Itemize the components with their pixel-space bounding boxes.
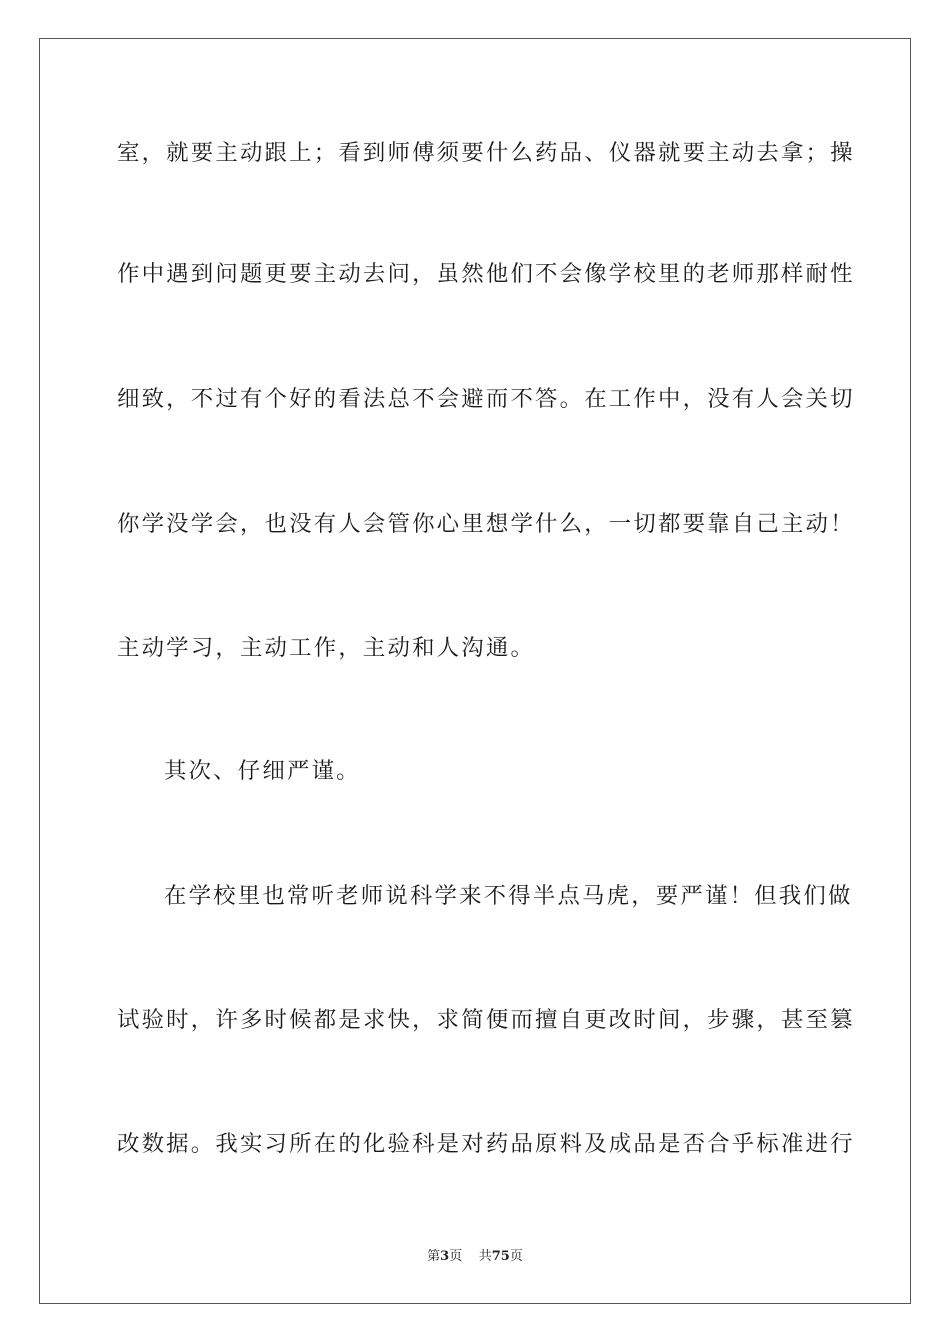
paragraph-line: 你学没学会，也没有人会管你心里想学什么，一切都要靠自己主动！: [117, 511, 855, 537]
total-label-suffix: 页: [509, 1249, 523, 1264]
paragraph-line: 细致，不过有个好的看法总不会避而不答。在工作中，没有人会关切: [117, 386, 855, 412]
page-label-prefix: 第: [427, 1249, 441, 1264]
paragraph-line: 主动学习，主动工作，主动和人沟通。: [117, 635, 536, 661]
page-footer: [0, 1248, 950, 1266]
paragraph-line: 在学校里也常听老师说科学来不得半点马虎，要严谨！但我们做: [164, 883, 853, 909]
section-heading: 其次、仔细严谨。: [164, 758, 361, 784]
paragraph-line: 作中遇到问题更要主动去问，虽然他们不会像学校里的老师那样耐性: [117, 261, 855, 287]
paragraph-line: 室，就要主动跟上；看到师傅须要什么药品、仪器就要主动去拿；操: [117, 140, 855, 166]
page-number: 3: [440, 1249, 450, 1264]
paragraph-line: 改数据。我实习所在的化验科是对药品原料及成品是否合乎标准进行: [117, 1131, 855, 1157]
total-label-prefix: 共: [478, 1249, 492, 1264]
total-pages: 75: [491, 1249, 510, 1264]
paragraph-line: 试验时，许多时候都是求快，求简便而擅自更改时间，步骤，甚至篡: [117, 1007, 855, 1033]
page-label-suffix: 页: [449, 1249, 463, 1264]
page-border: [39, 38, 911, 1304]
